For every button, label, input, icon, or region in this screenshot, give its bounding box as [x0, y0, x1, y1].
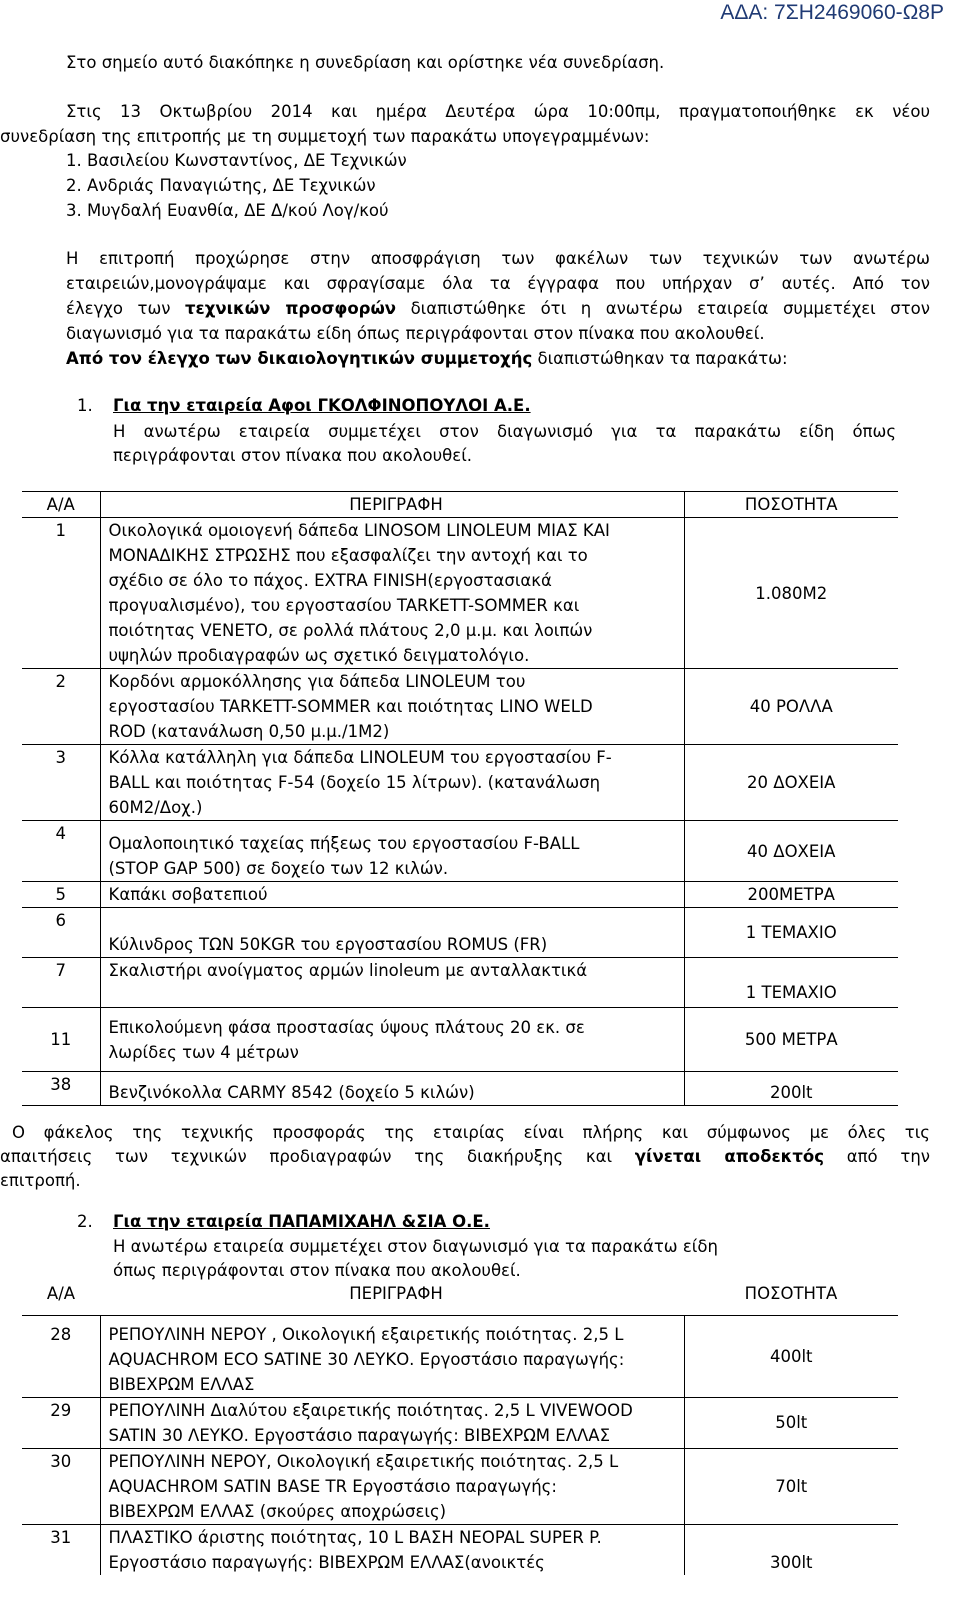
row-quantity: 200lt [769, 1083, 813, 1102]
table-row [22, 1072, 898, 1106]
conclusion-line-3: επιτροπή. [0, 1171, 81, 1190]
company1-desc-line-1: Η ανωτέρω εταιρεία συμμετέχει στον διαγωνισμό για τα παρακάτω είδη όπως [113, 422, 896, 441]
row-description: Κορδόνι αρμοκόλλησης για δάπεδα LINOLEUM του εργοστασίου TARKETT-SOMMER και ποιότητας LINO WELD ROD (κατανάλωση 0,50 μ.μ./1Μ2) [100, 669, 684, 745]
row-quantity: 20 ΔΟΧΕΙΑ [747, 773, 836, 792]
row-quantity: 400lt [769, 1346, 813, 1366]
table-header-row [22, 1281, 898, 1315]
row-quantity: 70lt [775, 1476, 808, 1496]
row-quantity: 50lt [775, 1413, 808, 1432]
conclusion-line-2: απαιτήσεις των τεχνικών προδιαγραφών της διακήρυξης και γίνεται αποδεκτός από την [0, 1147, 930, 1166]
row-description: Καπάκι σοβατεπιού [100, 882, 684, 908]
row-quantity: 1 ΤΕΜΑΧΙΟ [745, 983, 837, 1002]
header-quantity: ΠΟΣΟΤΗΤΑ [744, 495, 838, 514]
company2-items-table [22, 1281, 898, 1575]
ada-code: ΑΔΑ: 7ΣΗ2469060-Ω8Ρ [720, 1, 944, 24]
row-quantity: 1.080Μ2 [755, 583, 828, 603]
header-description: ΠΕΡΙΓΡΑΦΗ [349, 1284, 443, 1303]
table-row [22, 669, 898, 745]
table-row [22, 958, 898, 1008]
row-aa: 11 [22, 1008, 100, 1072]
company1-desc-line-2: περιγράφονται στον πίνακα που ακολουθεί. [113, 446, 473, 465]
members-list [66, 148, 407, 223]
table-row [22, 745, 898, 821]
table-row [22, 908, 898, 958]
row-aa: 7 [22, 958, 100, 1008]
row-description: ΠΛΑΣΤΙΚΟ άριστης ποιότητας, 10 L ΒΑΣΗ NEOPAL SUPER P. Εργοστάσιο παραγωγής: ΒΙΒΕΧΡΩΜ ΕΛΛΑΣ(ανοικτές [100, 1524, 684, 1575]
row-aa: 4 [22, 821, 100, 882]
process-paragraph [66, 246, 930, 371]
process-line-3: έλεγχο των τεχνικών προσφορών διαπιστώθηκε ότι η ανωτέρω εταιρεία συμμετέχει στον [66, 299, 930, 318]
row-aa: 31 [22, 1524, 100, 1575]
row-description: ΡΕΠΟΥΛΙΝΗ Διαλύτου εξαιρετικής ποιότητας. 2,5 L VIVEWOOD SATIN 30 ΛΕΥΚΟ. Εργοστάσιο παραγωγής: ΒΙΒΕΧΡΩΜ ΕΛΛΑΣ [100, 1397, 684, 1448]
header-quantity: ΠΟΣΟΤΗΤΑ [744, 1284, 838, 1303]
row-quantity: 40 ΡΟΛΛΑ [749, 697, 833, 716]
row-description: ΡΕΠΟΥΛΙΝΗ ΝΕΡΟΥ, Οικολογική εξαιρετικής ποιότητας. 2,5 L AQUACHROM SATIN BASE TR Εργοστάσιο παραγωγής: ΒΙΒΕΧΡΩΜ ΕΛΛΑΣ (σκούρες αποχρώσεις) [100, 1448, 684, 1524]
table-row [22, 882, 898, 908]
row-aa: 30 [22, 1448, 100, 1524]
row-aa: 3 [22, 745, 100, 821]
row-aa: 1 [22, 518, 100, 669]
company2-number: 2. [77, 1212, 93, 1231]
company1-number: 1. [77, 396, 93, 415]
row-aa: 2 [22, 669, 100, 745]
member-item: 2. Ανδριάς Παναγιώτης, ΔΕ Τεχνικών [66, 176, 376, 195]
row-description: Κύλινδρος ΤΩΝ 50KGR του εργοστασίου ROMUS (FR) [100, 908, 684, 958]
process-line-5: Από τον έλεγχο των δικαιολογητικών συμμετοχής διαπιστώθηκαν τα παρακάτω: [66, 349, 788, 368]
meeting-line-2: συνεδρίαση της επιτροπής με τη συμμετοχή των παρακάτω υπογεγραμμένων: [0, 127, 650, 146]
row-aa: 6 [22, 908, 100, 958]
header-description: ΠΕΡΙΓΡΑΦΗ [100, 492, 684, 518]
company1-title: Για την εταιρεία Αφοι ΓΚΟΛΦΙΝΟΠΟΥΛΟΙ Α.Ε. [113, 396, 531, 415]
row-aa: 28 [22, 1315, 100, 1397]
header-aa: Α/Α [22, 492, 100, 518]
row-description: Κόλλα κατάλληλη για δάπεδα LINOLEUM του εργοστασίου F- BALL και ποιότητας F-54 (δοχείο 15 λίτρων). (κατανάλωση 60Μ2/Δοχ.) [100, 745, 684, 821]
row-quantity: 500 ΜΕΤΡΑ [744, 1030, 838, 1049]
table-row [22, 1008, 898, 1072]
table-row [22, 821, 898, 882]
table-row [22, 518, 898, 669]
table-row [22, 1315, 898, 1397]
row-description: Ομαλοποιητικό ταχείας πήξεως του εργοστασίου F-BALL (STOP GAP 500) σε δοχείο των 12 κιλών. [100, 821, 684, 882]
company1-items-table [22, 491, 898, 1106]
row-description: Οικολογικά ομοιογενή δάπεδα LINOSOM LINOLEUM ΜΙΑΣ ΚΑΙ ΜΟΝΑΔΙΚΗΣ ΣΤΡΩΣΗΣ που εξασφαλίζει την αντοχή και το σχέδιο σε όλο το πάχος. EXTRA FINISH(εργοστασιακά προγυαλισμένο), του εργοστασίου TARKETT-SOMMER και ποιότητας VENETO, σε ρολλά πλάτους 2,0 μ.μ. και λοιπών υψηλών προδιαγραφών ως σχετικό δειγματολόγιο. [100, 518, 684, 669]
table-row [22, 1524, 898, 1575]
company2-title: Για την εταιρεία ΠΑΠΑΜΙΧΑΗΛ &ΣΙΑ Ο.Ε. [113, 1212, 490, 1231]
row-description: Σκαλιστήρι ανοίγματος αρμών linoleum με ανταλλακτικά [100, 958, 684, 1008]
row-quantity: 300lt [769, 1552, 813, 1572]
process-line-1: Η επιτροπή προχώρησε στην αποσφράγιση των φακέλων των τεχνικών των ανωτέρω [66, 249, 930, 268]
row-aa: 29 [22, 1397, 100, 1448]
process-line-2: εταιρειών,μονογράψαμε και σφραγίσαμε όλα τα έγγραφα που υπήρχαν σ’ αυτές. Από τον [66, 274, 930, 293]
interrupt-line: Στο σημείο αυτό διακόπηκε η συνεδρίαση και ορίστηκε νέα συνεδρίαση. [66, 53, 665, 72]
process-line-4: διαγωνισμό για τα παρακάτω είδη όπως περιγράφονται στον πίνακα που ακολουθεί. [66, 324, 765, 343]
header-aa: Α/Α [46, 1284, 76, 1303]
row-description: Επικολούμενη φάσα προστασίας ύψους πλάτους 20 εκ. σε λωρίδες των 4 μέτρων [100, 1008, 684, 1072]
row-quantity: 40 ΔΟΧΕΙΑ [747, 841, 836, 861]
row-description: Βενζινόκολλα CARMY 8542 (δοχείο 5 κιλών) [100, 1072, 684, 1106]
company2-desc-line-2: όπως περιγράφονται στον πίνακα που ακολουθεί. [113, 1261, 521, 1280]
row-aa: 5 [22, 882, 100, 908]
conclusion-line-1: Ο φάκελος της τεχνικής προσφοράς της εταιρίας είναι πλήρης και σύμφωνος με όλες τις [12, 1123, 930, 1142]
table-row [22, 1448, 898, 1524]
meeting-line-1: Στις 13 Οκτωβρίου 2014 και ημέρα Δευτέρα ώρα 10:00πμ, πραγματοποιήθηκε εκ νέου [66, 102, 930, 121]
company2-desc-line-1: Η ανωτέρω εταιρεία συμμετέχει στον διαγωνισμό για τα παρακάτω είδη [113, 1237, 718, 1256]
member-item: 3. Μυγδαλή Ευανθία, ΔΕ Δ/κού Λογ/κού [66, 201, 389, 220]
table-row [22, 1397, 898, 1448]
row-quantity: 1 ΤΕΜΑΧΙΟ [745, 923, 837, 942]
member-item: 1. Βασιλείου Κωνσταντίνος, ΔΕ Τεχνικών [66, 151, 407, 170]
table-header-row [22, 492, 898, 518]
row-quantity: 200ΜΕΤΡΑ [747, 885, 835, 904]
row-aa: 38 [22, 1072, 100, 1106]
row-description: ΡΕΠΟΥΛΙΝΗ ΝΕΡΟΥ , Οικολογική εξαιρετικής ποιότητας. 2,5 L AQUACHROM ECO SATINE 30 ΛΕΥΚΟ. Εργοστάσιο παραγωγής: ΒΙΒΕΧΡΩΜ ΕΛΛΑΣ [100, 1315, 684, 1397]
